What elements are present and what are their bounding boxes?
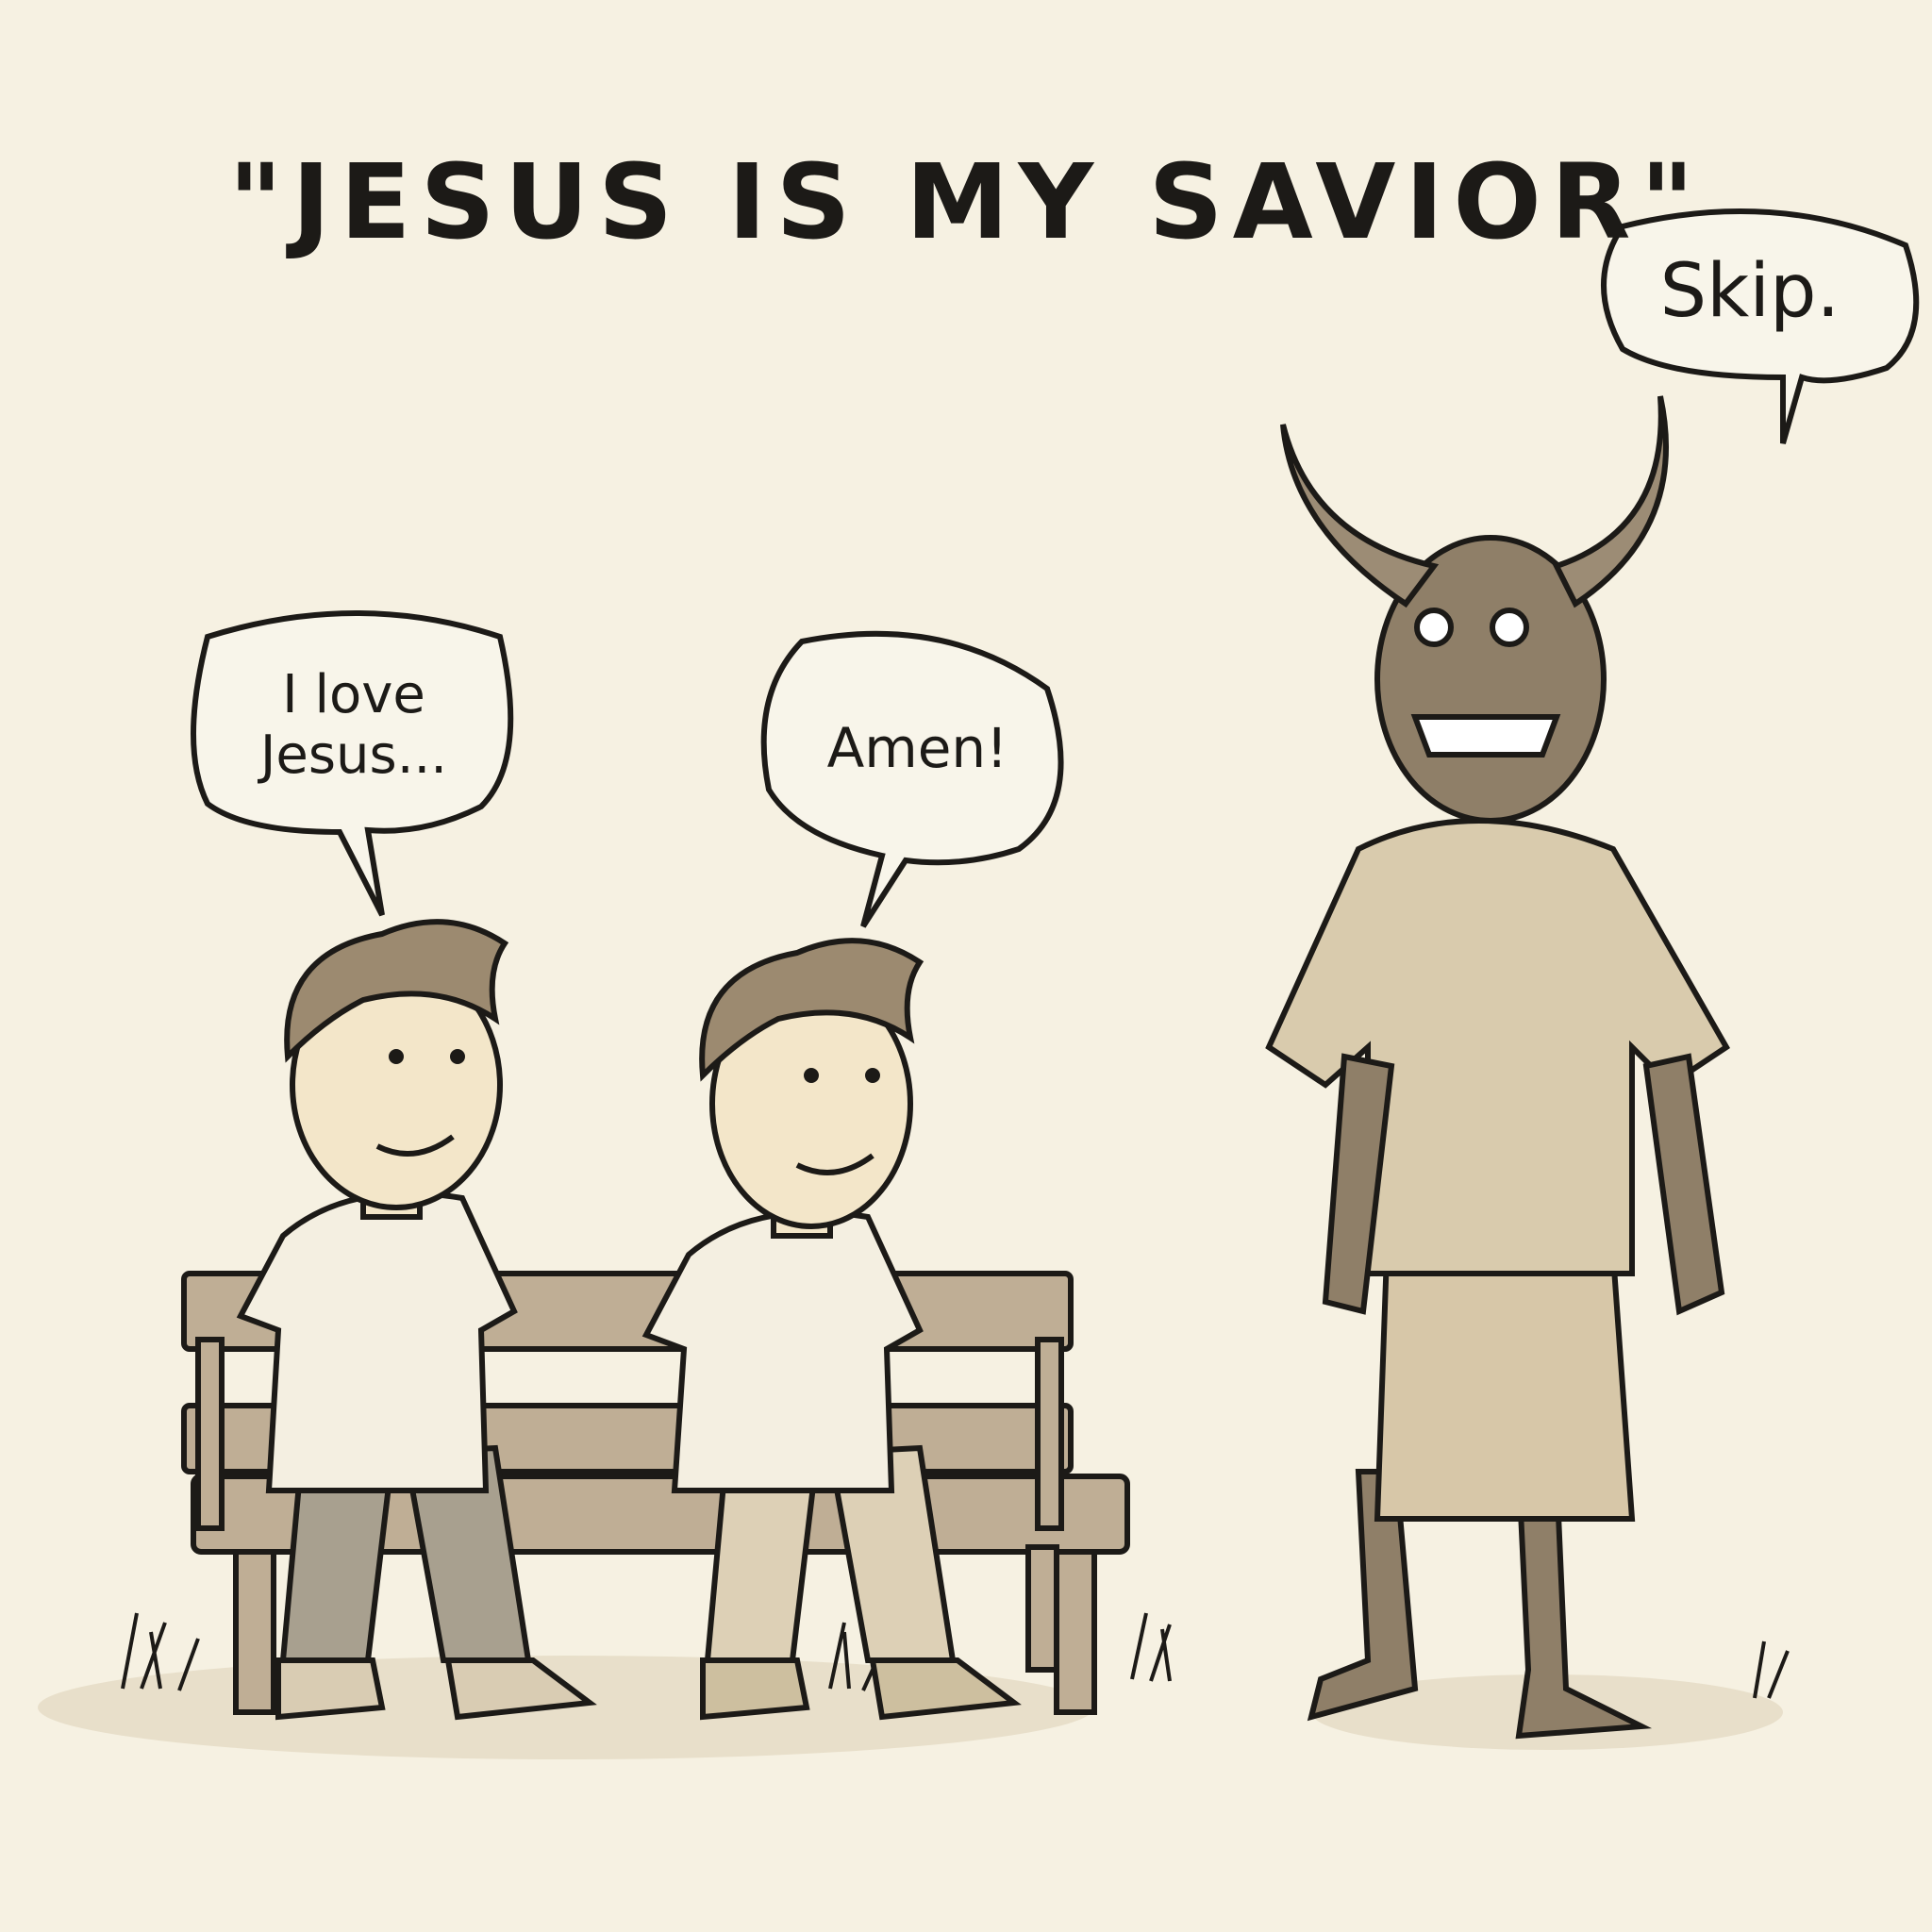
bubble-text-left-boy: I love Jesus... — [259, 664, 448, 787]
bubble-text-right-boy: Amen! — [826, 716, 1008, 780]
bubble-text-devil: Skip. — [1659, 249, 1840, 334]
caption-title: "JESUS IS MY SAVIOR" — [228, 142, 1704, 262]
horned-devil-figure — [1269, 396, 1726, 1736]
